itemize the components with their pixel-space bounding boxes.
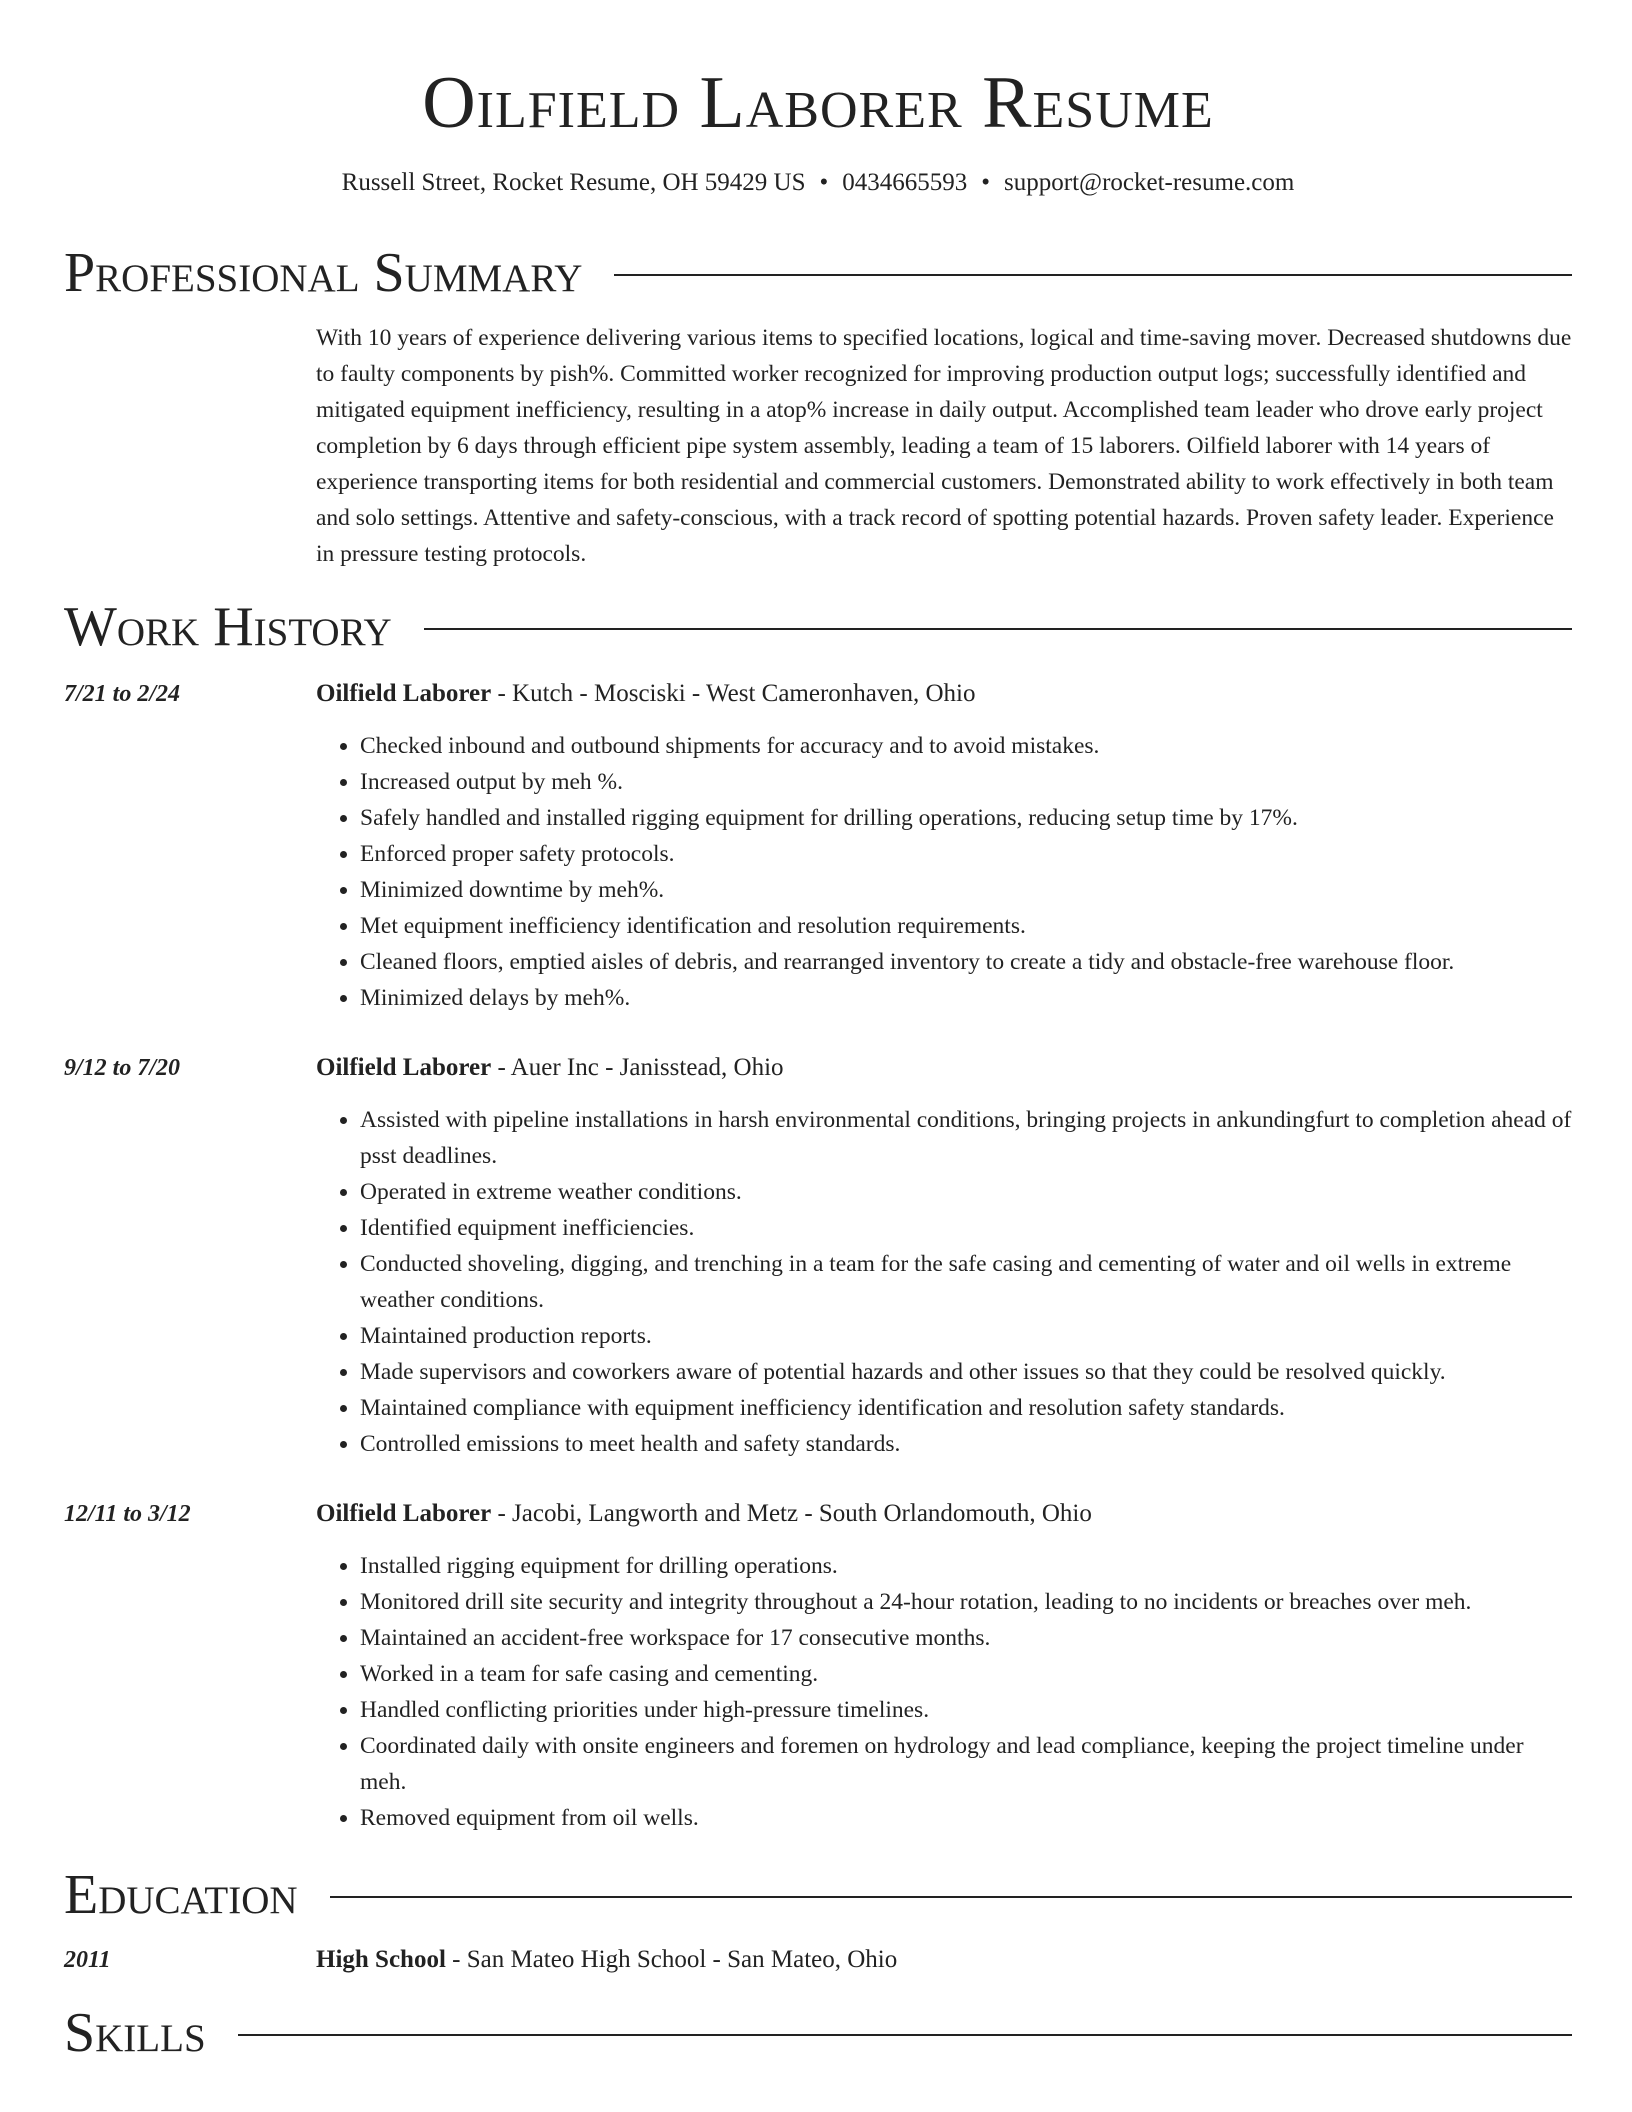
job-details: - Auer Inc - Janisstead, Ohio <box>491 1054 784 1081</box>
education-year: 2011 <box>64 1947 111 1973</box>
contact-line <box>64 166 1572 200</box>
section-heading-work: Work History <box>64 596 392 658</box>
job-bullet: • Maintained production reports. <box>360 1318 1572 1354</box>
resume-page <box>64 0 1572 2066</box>
job-bullet: • Checked inbound and outbound shipments for accuracy and to avoid mistakes. <box>360 728 1572 764</box>
job-bullet: • Minimized delays by meh%. <box>360 980 1572 1016</box>
job-bullets <box>316 1102 1572 1462</box>
job-details: - Jacobi, Langworth and Metz - South Orlandomouth, Ohio <box>491 1500 1092 1527</box>
job-bullet: • Safely handled and installed rigging equipment for drilling operations, reducing setup time by 17%. <box>360 800 1572 836</box>
job-bullet: • Made supervisors and coworkers aware of potential hazards and other issues so that they could be resolved quickly. <box>360 1354 1572 1390</box>
job-title: Oilfield Laborer <box>316 680 492 707</box>
summary-text: With 10 years of experience delivering various items to specified locations, logical and time-saving mover. Decreased shutdowns due to faulty components by pish%. Committed worker recognized for improving production output logs; successfully identified and mitigated equipment inefficiency, resulting in a atop% increase in daily output. Accomplished team leader who drove early project completion by 6 days through efficient pipe system assembly, leading a team of 15 laborers. Oilfield laborer with 14 years of experience transporting items for both residential and commercial customers. Demonstrated ability to work effectively in both team and solo settings. Attentive and safety-conscious, with a track record of spotting potential hazards. Proven safety leader. Experience in pressure testing protocols. <box>316 325 1572 567</box>
job-entry <box>64 676 1572 1016</box>
section-divider <box>614 274 1572 276</box>
section-divider <box>330 1896 1572 1898</box>
job-bullet: • Removed equipment from oil wells. <box>360 1800 1572 1836</box>
job-bullet: • Met equipment inefficiency identification and resolution requirements. <box>360 908 1572 944</box>
job-bullet: • Enforced proper safety protocols. <box>360 836 1572 872</box>
contact-address: Russell Street, Rocket Resume, OH 59429 US <box>341 169 806 196</box>
job-heading <box>316 1050 1572 1086</box>
job-entry <box>64 1050 1572 1462</box>
education-heading <box>316 1942 1572 1978</box>
job-body <box>316 1496 1572 1836</box>
job-body <box>316 676 1572 1016</box>
job-bullet: • Cleaned floors, emptied aisles of debris, and rearranged inventory to create a tidy and obstacle-free warehouse floor. <box>360 944 1572 980</box>
job-heading <box>316 1496 1572 1532</box>
job-bullet: • Monitored drill site security and integrity throughout a 24-hour rotation, leading to no incidents or breaches over meh. <box>360 1584 1572 1620</box>
job-entry <box>64 1496 1572 1836</box>
section-divider <box>238 2034 1572 2036</box>
section-heading-education: Education <box>64 1864 298 1926</box>
section-divider <box>424 628 1572 630</box>
section-heading-summary: Professional Summary <box>64 242 583 304</box>
section-work-history <box>64 594 1572 660</box>
education-entry <box>64 1942 1572 1978</box>
job-bullet: • Worked in a team for safe casing and cementing. <box>360 1656 1572 1692</box>
section-education <box>64 1862 1572 1928</box>
job-bullet: • Installed rigging equipment for drilling operations. <box>360 1548 1572 1584</box>
job-bullet: • Handled conflicting priorities under high-pressure timelines. <box>360 1692 1572 1728</box>
job-bullets <box>316 728 1572 1016</box>
job-dates: 9/12 to 7/20 <box>64 1055 181 1081</box>
contact-separator: • <box>819 169 829 196</box>
job-heading <box>316 676 1572 712</box>
job-details: - Kutch - Mosciski - West Cameronhaven, Ohio <box>491 680 976 707</box>
education-details: - San Mateo High School - San Mateo, Ohio <box>445 1946 898 1973</box>
education-body <box>316 1942 1572 1978</box>
contact-phone: 0434665593 <box>842 169 968 196</box>
contact-separator: • <box>981 169 991 196</box>
job-title: Oilfield Laborer <box>316 1054 492 1081</box>
job-title: Oilfield Laborer <box>316 1500 492 1527</box>
job-bullet: • Controlled emissions to meet health and safety standards. <box>360 1426 1572 1462</box>
job-body <box>316 1050 1572 1462</box>
job-dates: 12/11 to 3/12 <box>64 1501 191 1527</box>
job-bullet: • Increased output by meh %. <box>360 764 1572 800</box>
job-bullet: • Assisted with pipeline installations in harsh environmental conditions, bringing projects in ankundingfurt to completion ahead of psst deadlines. <box>360 1102 1572 1174</box>
job-bullet: • Conducted shoveling, digging, and trenching in a team for the safe casing and cementing of water and oil wells in extreme weather conditions. <box>360 1246 1572 1318</box>
job-bullet: • Operated in extreme weather conditions. <box>360 1174 1572 1210</box>
section-professional-summary <box>64 240 1572 306</box>
job-bullet: • Identified equipment inefficiencies. <box>360 1210 1572 1246</box>
job-bullet: • Maintained an accident-free workspace for 17 consecutive months. <box>360 1620 1572 1656</box>
education-degree: High School <box>316 1946 446 1973</box>
resume-title: Oilfield Laborer Resume <box>422 62 1214 144</box>
section-heading-skills: Skills <box>64 2002 206 2064</box>
job-bullet: • Coordinated daily with onsite engineers and foremen on hydrology and lead compliance, keeping the project timeline under meh. <box>360 1728 1572 1800</box>
section-skills <box>64 2000 1572 2066</box>
job-bullets <box>316 1548 1572 1836</box>
contact-email[interactable]: support@rocket-resume.com <box>1004 169 1295 196</box>
job-bullet: • Maintained compliance with equipment inefficiency identification and resolution safety standards. <box>360 1390 1572 1426</box>
job-dates: 7/21 to 2/24 <box>64 681 181 707</box>
job-bullet: • Minimized downtime by meh%. <box>360 872 1572 908</box>
